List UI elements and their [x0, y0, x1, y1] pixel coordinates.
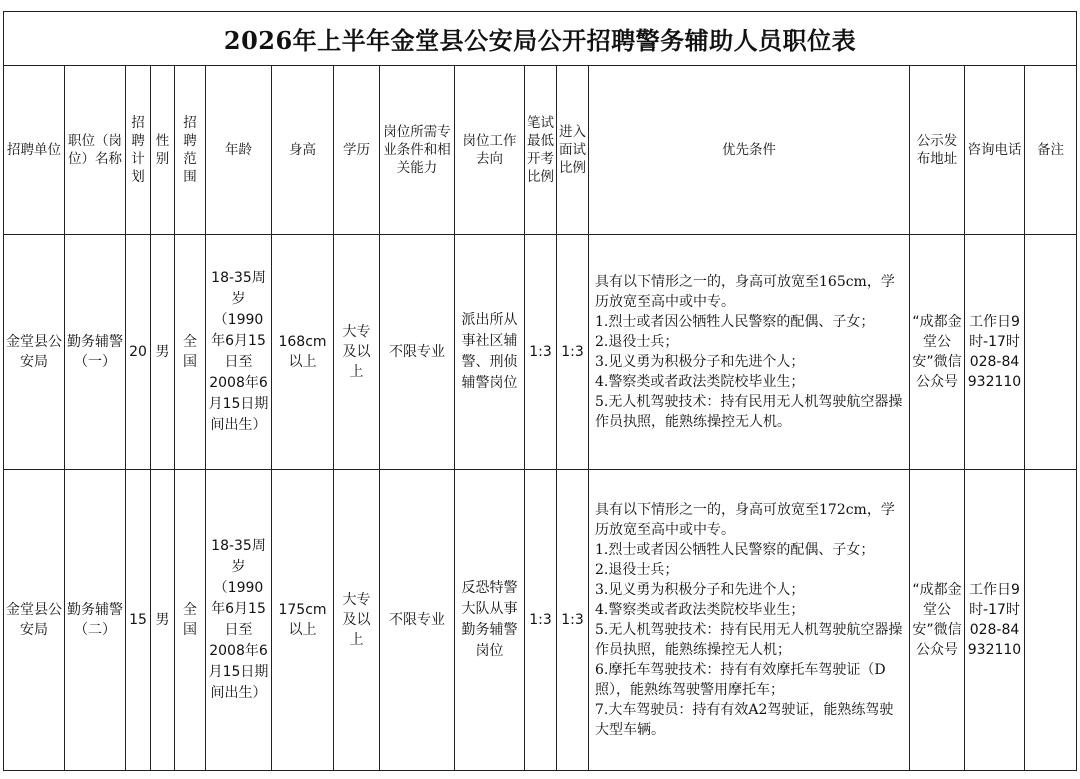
- cell-priority: [589, 235, 910, 470]
- cell-requirements: 不限专业: [380, 470, 455, 771]
- header-education: 学历: [334, 66, 380, 235]
- header-age: 年龄: [206, 66, 272, 235]
- cell-destination: 派出所从事社区辅警、刑侦辅警岗位: [455, 235, 525, 470]
- cell-publish: “成都金堂公安”微信公众号: [910, 235, 965, 470]
- priority-line: 4.警察类或者政法类院校毕业生；: [595, 602, 805, 618]
- cell-height: 175cm以上: [272, 470, 334, 771]
- header-gender: 性别: [151, 66, 175, 235]
- header-height: 身高: [272, 66, 334, 235]
- cell-position: 勤务辅警（二）: [65, 470, 126, 771]
- header-destination: 岗位工作去向: [455, 66, 525, 235]
- header-publish: 公示发布地址: [910, 66, 965, 235]
- cell-age: 18-35周岁（1990年6月15日至2008年6月15日期间出生）: [206, 470, 272, 771]
- cell-height: 168cm以上: [272, 235, 334, 470]
- table-row: [4, 235, 1077, 470]
- header-written-ratio: 笔试最低开考比例: [525, 66, 557, 235]
- priority-line: 1.烈士或者因公牺牲人民警察的配偶、子女；: [595, 542, 875, 558]
- header-priority: 优先条件: [589, 66, 910, 235]
- priority-line: 3.见义勇为积极分子和先进个人；: [595, 582, 805, 598]
- table-row: [4, 470, 1077, 771]
- cell-interview-ratio: 1:3: [557, 470, 589, 771]
- header-scope: 招聘范围: [175, 66, 206, 235]
- cell-requirements: 不限专业: [380, 235, 455, 470]
- priority-line: 5.无人机驾驶技术：持有民用无人机驾驶航空器操作员执照，能熟练操控无人机；: [595, 622, 903, 658]
- cell-gender: 男: [151, 470, 175, 771]
- cell-scope: 全国: [175, 235, 206, 470]
- job-table-sheet: [3, 11, 1076, 776]
- cell-education: 大专及以上: [334, 235, 380, 470]
- header-requirements: 岗位所需专业条件和相关能力: [380, 66, 455, 235]
- header-unit: 招聘单位: [4, 66, 65, 235]
- cell-interview-ratio: 1:3: [557, 235, 589, 470]
- table-title: 2026年上半年金堂县公安局公开招聘警务辅助人员职位表: [4, 12, 1077, 66]
- cell-remark: [1025, 470, 1077, 771]
- cell-scope: 全国: [175, 470, 206, 771]
- job-position-table: [3, 11, 1077, 771]
- header-position: 职位（岗位）名称: [65, 66, 126, 235]
- cell-written-ratio: 1:3: [525, 470, 557, 771]
- cell-priority: [589, 470, 910, 771]
- cell-phone: 工作日9时-17时028-84932110: [965, 470, 1025, 771]
- cell-age: 18-35周岁（1990年6月15日至2008年6月15日期间出生）: [206, 235, 272, 470]
- priority-line: 5.无人机驾驶技术：持有民用无人机驾驶航空器操作员执照，能熟练操控无人机。: [595, 394, 903, 430]
- cell-unit: 金堂县公安局: [4, 235, 65, 470]
- header-row: [4, 66, 1077, 235]
- cell-destination: 反恐特警大队从事勤务辅警岗位: [455, 470, 525, 771]
- priority-line: 4.警察类或者政法类院校毕业生；: [595, 374, 805, 390]
- priority-line: 6.摩托车驾驶技术：持有有效摩托车驾驶证（D照），能熟练驾驶警用摩托车；: [595, 662, 886, 698]
- header-interview-ratio: 进入面试比例: [557, 66, 589, 235]
- header-phone: 咨询电话: [965, 66, 1025, 235]
- priority-line: 具有以下情形之一的，身高可放宽至165cm，学历放宽至高中或中专。: [595, 274, 895, 310]
- priority-line: 1.烈士或者因公牺牲人民警察的配偶、子女；: [595, 314, 875, 330]
- cell-written-ratio: 1:3: [525, 235, 557, 470]
- priority-line: 2.退役士兵；: [595, 334, 679, 350]
- cell-plan: 15: [126, 470, 151, 771]
- priority-line: 3.见义勇为积极分子和先进个人；: [595, 354, 805, 370]
- header-plan: 招聘计划: [126, 66, 151, 235]
- cell-phone: 工作日9时-17时028-84932110: [965, 235, 1025, 470]
- cell-plan: 20: [126, 235, 151, 470]
- priority-line: 具有以下情形之一的，身高可放宽至172cm，学历放宽至高中或中专。: [595, 502, 895, 538]
- cell-position: 勤务辅警（一）: [65, 235, 126, 470]
- priority-line: 7.大车驾驶员：持有有效A2驾驶证，能熟练驾驶大型车辆。: [595, 702, 894, 738]
- cell-publish: “成都金堂公安”微信公众号: [910, 470, 965, 771]
- header-remark: 备注: [1025, 66, 1077, 235]
- cell-unit: 金堂县公安局: [4, 470, 65, 771]
- cell-gender: 男: [151, 235, 175, 470]
- cell-remark: [1025, 235, 1077, 470]
- priority-line: 2.退役士兵；: [595, 562, 679, 578]
- cell-education: 大专及以上: [334, 470, 380, 771]
